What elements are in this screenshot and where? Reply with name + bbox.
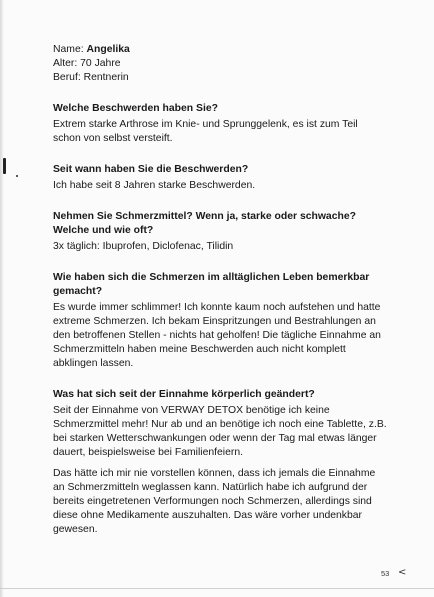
section-gap — [53, 146, 383, 163]
section-answer — [53, 301, 383, 371]
section-gap — [53, 371, 383, 388]
section-gap — [53, 193, 383, 210]
section-question — [53, 210, 383, 238]
answer-line: Schmerzmittel mehr! Nur ab und an benötige ich noch eine Tablette, z.B. — [53, 419, 387, 430]
footer-rule — [0, 588, 434, 589]
profile-job: Beruf: Rentnerin — [53, 72, 129, 83]
question-line: Welche Beschwerden haben Sie? — [53, 103, 218, 114]
answer-line: Extrem starke Arthrose im Knie- und Sprunggelenk, es ist zum Teil — [53, 119, 358, 130]
section-question — [53, 163, 383, 177]
answer-line: bereits eingetretenen Verformungen noch Schmerzen, allerdings sind — [53, 496, 372, 507]
question-line: Wie haben sich die Schmerzen im alltäglichen Leben bemerkbar — [53, 272, 370, 283]
section-question — [53, 271, 383, 299]
section-answer — [53, 179, 383, 193]
profile-age: Alter: 70 Jahre — [53, 58, 121, 69]
answer-line: 3x täglich: Ibuprofen, Diclofenac, Tilidin — [53, 241, 234, 252]
profile-name-label: Name: — [53, 44, 84, 55]
profile-name — [53, 43, 383, 57]
section-answer — [53, 118, 383, 146]
answer-line: schon von selbst versteift. — [53, 133, 173, 144]
section-answer — [53, 240, 383, 254]
answer-line: diese ohne Medikamente auszuhalten. Das wäre vorher undenkbar — [53, 510, 363, 521]
question-line: Was hat sich seit der Einnahme körperlich geändert? — [53, 389, 315, 400]
qa-sections — [53, 85, 387, 537]
section-question — [53, 102, 383, 116]
question-line: gemacht? — [53, 286, 103, 297]
testimonial-content — [53, 43, 387, 537]
answer-line: Schmerzmitteln haben meine Beschwerden auch nicht komplett — [53, 344, 346, 355]
qa-section — [53, 163, 383, 193]
answer-line: Es wurde immer schlimmer! Ich konnte kaum noch aufstehen und hatte — [53, 302, 381, 313]
section-gap — [53, 85, 383, 102]
scan-speck — [16, 175, 18, 177]
profile-name-value: Angelika — [86, 44, 130, 55]
section-answer — [53, 404, 387, 460]
chevron-left-icon: < — [398, 567, 407, 578]
question-line: Seit wann haben Sie die Beschwerden? — [53, 164, 249, 175]
qa-section — [53, 102, 383, 146]
answer-line: dauert, beispielsweise bei Familienfeiern. — [53, 447, 244, 458]
question-line: Welche und wie oft? — [53, 225, 154, 236]
answer-line: Das hätte ich mir nie vorstellen können, dass ich jemals die Einnahme — [53, 468, 376, 479]
answer-line: Ich habe seit 8 Jahren starke Beschwerden. — [53, 180, 256, 191]
answer-line: abklingen lassen. — [53, 358, 134, 369]
answer-line: den betroffenen Stellen - nichts hat geholfen! Die tägliche Einnahme an — [53, 330, 381, 341]
scan-speck — [3, 158, 6, 174]
answer-line: an Schmerzmitteln weglassen kann. Natürlich habe ich aufgrund der — [53, 482, 368, 493]
answer-line: gewesen. — [53, 524, 98, 535]
question-line: Nehmen Sie Schmerzmittel? Wenn ja, starke oder schwache? — [53, 211, 356, 222]
answer-line: bei starken Wetterschwankungen oder wenn der Tag mal etwas länger — [53, 433, 377, 444]
answer-line: extreme Schmerzen. Ich bekam Einspritzungen und Bestrahlungen an — [53, 316, 376, 327]
page-number: 53 — [381, 569, 390, 578]
qa-section — [53, 271, 383, 371]
qa-section — [53, 388, 387, 537]
scan-edge-shadow — [0, 0, 4, 597]
qa-section — [53, 210, 383, 254]
answer-line: Seit der Einnahme von VERWAY DETOX benötige ich keine — [53, 405, 330, 416]
section-question — [53, 388, 383, 402]
section-gap — [53, 254, 383, 271]
section-answer — [53, 467, 383, 537]
